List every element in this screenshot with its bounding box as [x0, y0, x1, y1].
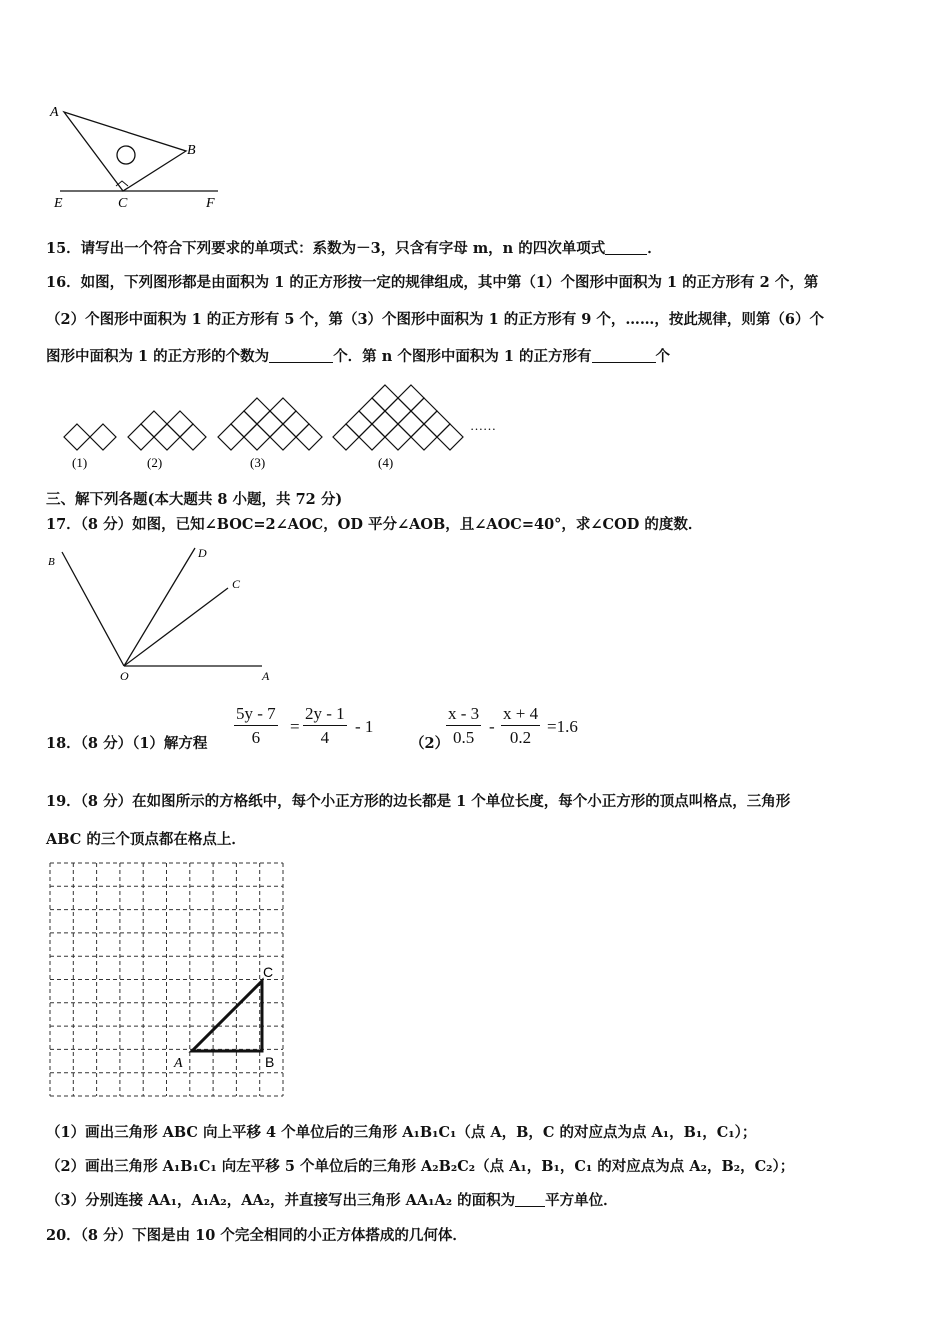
q16-line3 — [46, 345, 670, 366]
unit-square — [64, 424, 90, 450]
unit-square — [411, 424, 437, 450]
unit-square — [333, 424, 359, 450]
minus-op: - — [489, 717, 495, 736]
fraction-x3-05 — [446, 704, 481, 748]
label-a: A — [262, 669, 270, 683]
figure-triangle-circle — [40, 95, 230, 215]
question-17: 17．（8 分）如图，已知∠BOC=2∠AOC，OD 平分∠AOB，且∠AOC=40°，求∠COD 的度数． — [46, 516, 703, 533]
q16-line2: （2）个图形中面积为 1 的正方形有 5 个，第（3）个图形中面积为 1 的正方形有 9 个，……，按此规律，则第（6）个 — [46, 311, 825, 328]
unit-square — [346, 411, 372, 437]
label-a: A — [50, 105, 59, 120]
rhs: =1.6 — [547, 717, 578, 736]
unit-square — [296, 424, 322, 450]
unit-square — [372, 385, 398, 411]
unit-square — [231, 411, 257, 437]
fraction-2y1-4 — [303, 704, 347, 748]
pattern-label-3: (3) — [250, 455, 266, 470]
pattern-label-4: (4) — [378, 455, 394, 470]
eq-sign: = — [290, 717, 300, 736]
frac4-numerator: x + 4 — [501, 704, 540, 726]
pattern-label-2: (2) — [147, 455, 163, 470]
unit-square — [128, 424, 154, 450]
unit-square — [90, 424, 116, 450]
question-15 — [46, 237, 662, 258]
q15-blank — [605, 241, 647, 255]
unit-square — [398, 411, 424, 437]
figure-square-pattern — [40, 378, 520, 473]
q16-line3b: 个．第 n 个图形中面积为 1 的正方形有 — [333, 348, 592, 365]
label-f: F — [206, 196, 215, 211]
ray-oc — [124, 588, 228, 666]
unit-square — [257, 411, 283, 437]
unit-square — [424, 411, 450, 437]
label-b: B — [187, 143, 196, 158]
question-20: 20．（8 分）下图是由 10 个完全相同的小正方体搭成的几何体． — [46, 1227, 467, 1244]
minus-one: - 1 — [355, 717, 374, 736]
q16-line3c: 个 — [655, 348, 671, 365]
frac4-denominator: 0.2 — [509, 728, 532, 747]
frac2-denominator: 4 — [320, 728, 330, 747]
unit-square — [270, 398, 296, 424]
unit-square — [167, 411, 193, 437]
unit-square — [218, 424, 244, 450]
q19-sub3 — [46, 1189, 618, 1210]
unit-square — [141, 411, 167, 437]
q19-blank — [515, 1193, 545, 1207]
grid-figure — [40, 855, 300, 1105]
q16-blank1 — [269, 349, 333, 363]
q15-tail: ． — [647, 240, 662, 257]
unit-square — [359, 424, 385, 450]
pattern-ellipsis: …… — [470, 418, 496, 433]
unit-square — [372, 411, 398, 437]
q16-line1: 16．如图，下列图形都是由面积为 1 的正方形按一定的规律组成，其中第（1）个图形中面积为 1 的正方形有 2 个，第 — [46, 274, 819, 291]
triangle-abc — [192, 981, 262, 1051]
q16-line3a: 图形中面积为 1 的正方形的个数为 — [46, 348, 270, 365]
unit-square — [385, 398, 411, 424]
unit-square — [437, 424, 463, 450]
section-3-heading: 三、解下列各题(本大题共 8 小题，共 72 分) — [46, 491, 343, 508]
unit-square — [154, 424, 180, 450]
ray-od — [124, 548, 195, 666]
label-d: D — [198, 546, 207, 560]
q19-line1: 19．（8 分）在如图所示的方格纸中，每个小正方形的边长都是 1 个单位长度，每个小正方形的顶点叫格点，三角形 — [46, 793, 791, 810]
frac1-numerator: 5y - 7 — [234, 704, 278, 726]
q15-text: 15．请写出一个符合下列要求的单项式：系数为－3，只含有字母 m，n 的四次单项式 — [46, 240, 606, 257]
unit-square — [359, 398, 385, 424]
label-b: B — [265, 1054, 275, 1070]
unit-square — [283, 411, 309, 437]
unit-square — [270, 424, 296, 450]
triangle-abc — [64, 112, 186, 191]
ray-ob — [62, 552, 124, 666]
label-b: B — [48, 556, 55, 568]
label-e: E — [54, 196, 63, 211]
figure-angles — [40, 540, 290, 690]
unit-square — [244, 424, 270, 450]
pattern-label-1: (1) — [72, 455, 88, 470]
fraction-x4-02 — [501, 704, 540, 748]
frac3-numerator: x - 3 — [446, 704, 481, 726]
unit-square — [385, 424, 411, 450]
circle — [117, 146, 135, 164]
q18-part2: （2） — [410, 735, 450, 752]
label-c: C — [232, 577, 241, 591]
unit-square — [180, 424, 206, 450]
label-o: O — [120, 669, 129, 683]
frac3-denominator: 0.5 — [452, 728, 475, 747]
frac1-denominator: 6 — [251, 728, 261, 747]
q19-sub1: （1）画出三角形 ABC 向上平移 4 个单位后的三角形 A₁B₁C₁（点 A，B，C 的对应点为点 A₁，B₁，C₁）； — [46, 1124, 757, 1141]
fraction-5y7-6 — [234, 704, 278, 748]
frac2-numerator: 2y - 1 — [303, 704, 347, 726]
q18-prefix: 18．（8 分）（1）解方程 — [46, 735, 208, 752]
q19-line2: ABC 的三个顶点都在格点上． — [46, 831, 246, 848]
label-c: C — [118, 196, 128, 211]
unit-square — [398, 385, 424, 411]
q19-sub3b: 平方单位． — [545, 1192, 618, 1209]
q19-sub2: （2）画出三角形 A₁B₁C₁ 向左平移 5 个单位后的三角形 A₂B₂C₂（点 A₁，B₁，C₁ 的对应点为点 A₂，B₂，C₂）； — [46, 1158, 795, 1175]
q19-sub3a: （3）分别连接 AA₁，A₁A₂，AA₂，并直接写出三角形 AA₁A₂ 的面积为 — [46, 1192, 516, 1209]
unit-square — [411, 398, 437, 424]
label-a: A — [174, 1056, 183, 1071]
unit-square — [244, 398, 270, 424]
label-c: C — [263, 964, 274, 980]
q16-blank2 — [592, 349, 656, 363]
